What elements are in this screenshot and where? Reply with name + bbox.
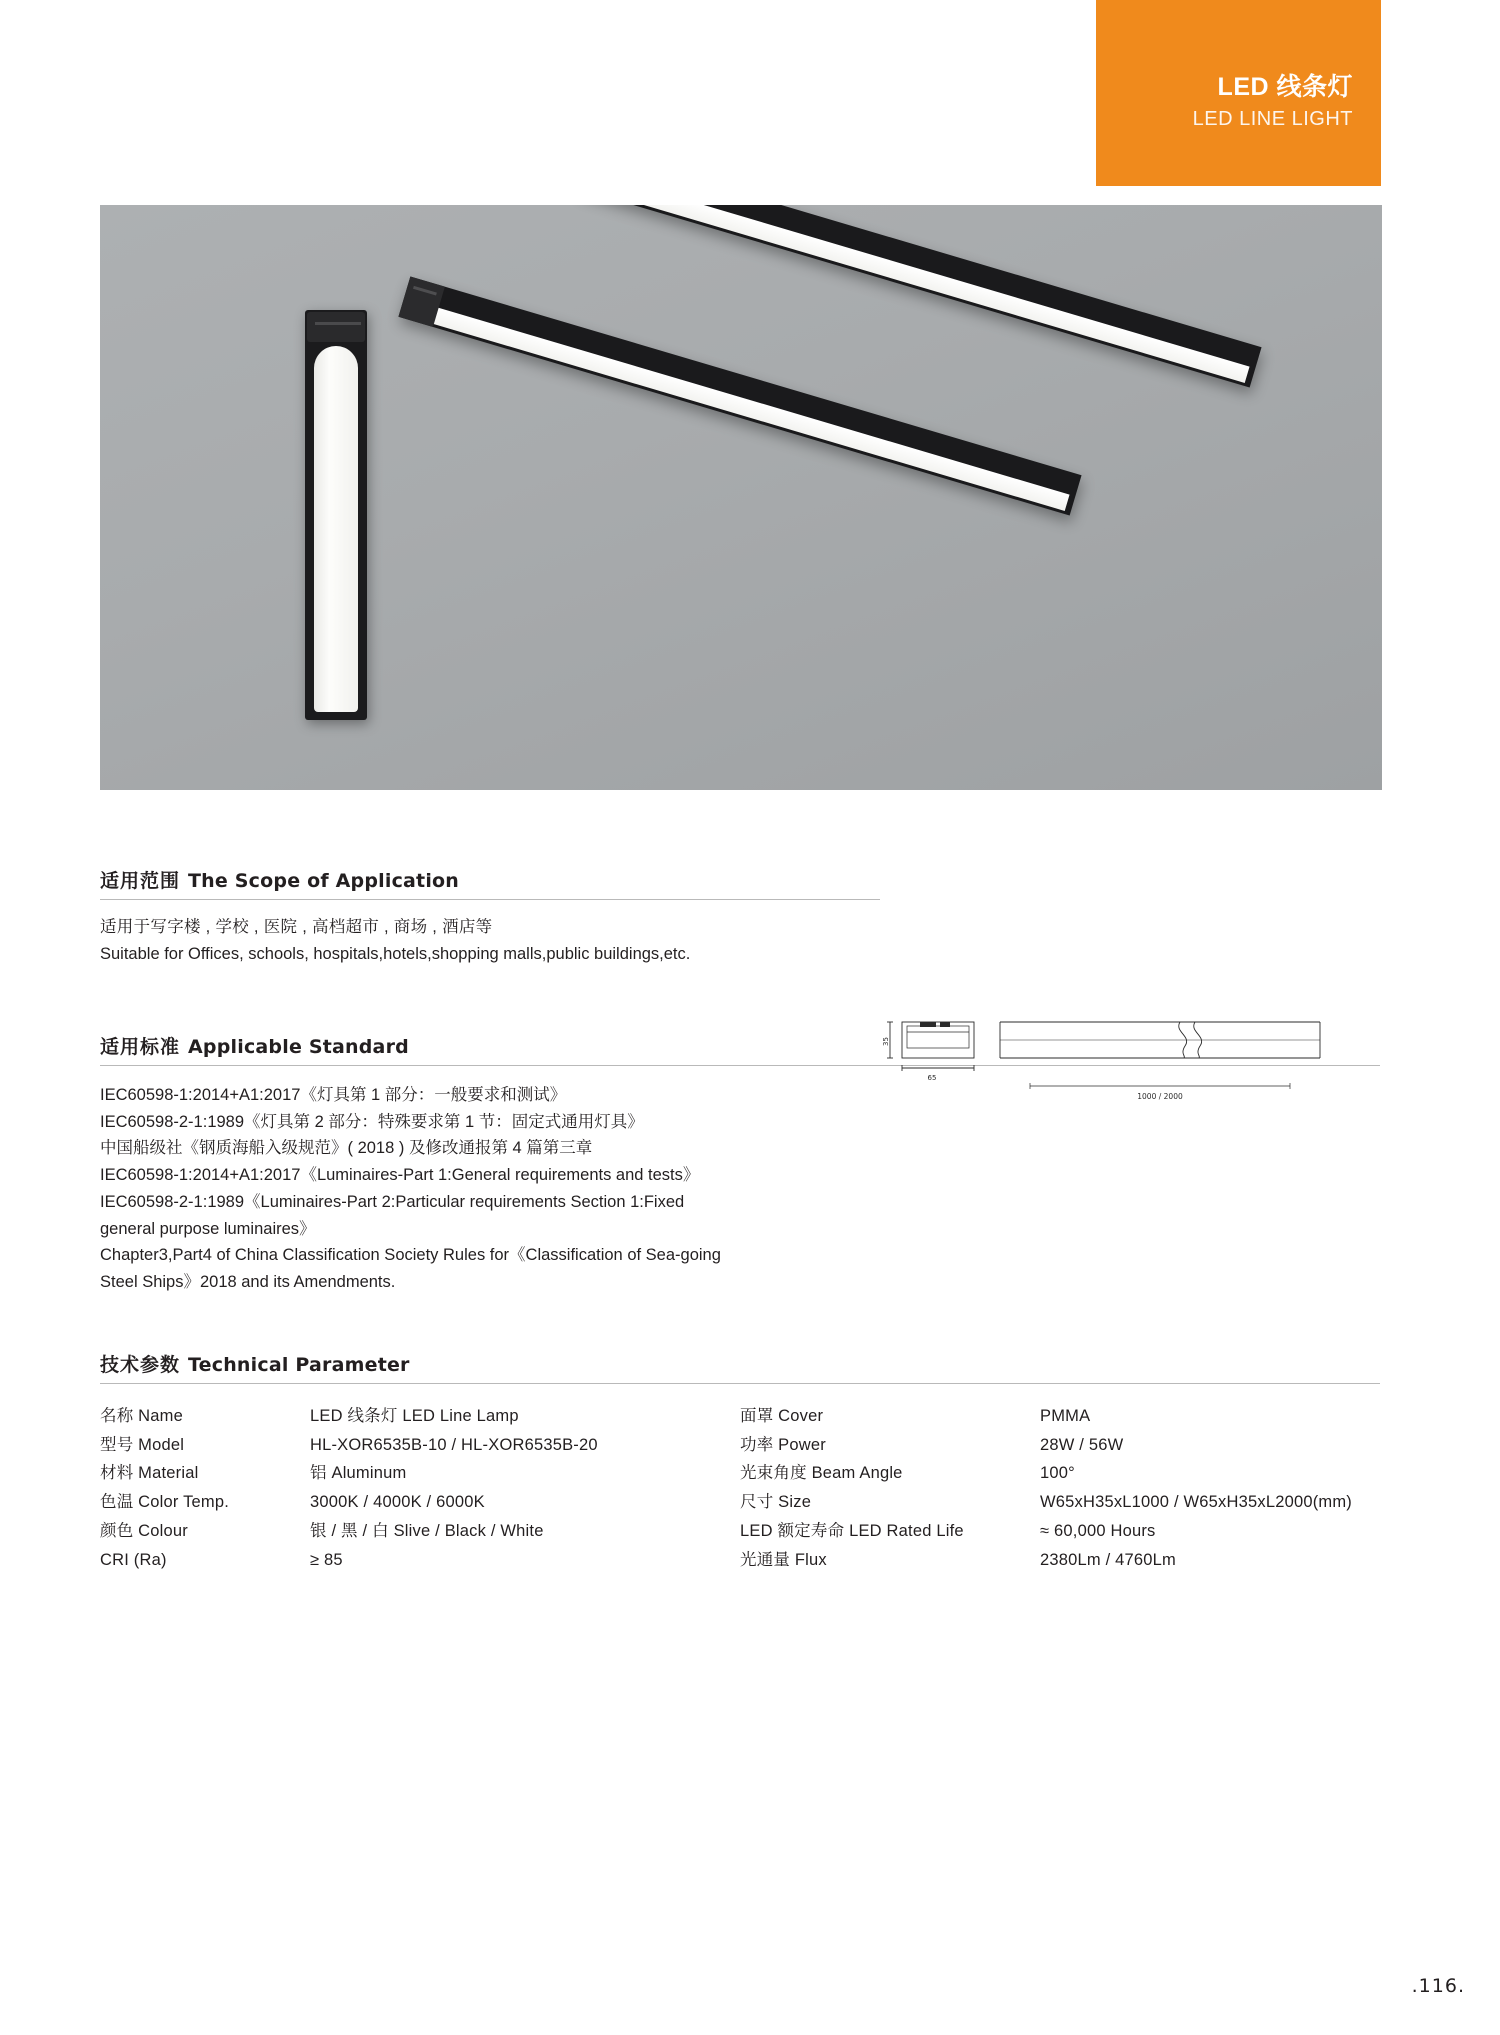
tech-value: 100° [1040,1464,1075,1483]
drawing-width-label: 65 [927,1074,937,1082]
product-hero-image [100,205,1382,790]
tech-key: 尺寸 Size [740,1493,812,1512]
product-lamp-diagonal-bottom [398,276,1081,515]
tech-row [740,1402,1380,1431]
scope-heading-en: The Scope of Application [188,870,460,892]
tech-value: 铝 Aluminum [310,1464,407,1483]
tech-row [740,1431,1380,1460]
tech-row [740,1459,1380,1488]
lamp-end-cap-detail [413,286,437,296]
section-technical-parameter [100,1350,1380,1574]
scope-body [100,914,880,967]
scope-line-cn: 适用于写字楼 , 学校 , 医院 , 高档超市 , 商场 , 酒店等 [100,918,493,936]
scope-heading-cn: 适用范围 [100,871,181,892]
tech-row [740,1488,1380,1517]
product-lamp-vertical [305,310,367,720]
tech-value: LED 线条灯 LED Line Lamp [310,1407,519,1425]
lamp-end-cap-detail [315,322,361,325]
tech-row [100,1431,740,1460]
tech-row [740,1517,1380,1546]
drawing-height-label: 35 [882,1037,890,1046]
tech-value: 3000K / 4000K / 6000K [310,1493,485,1512]
header-title-cn: LED 线条灯 [1217,73,1353,101]
page-number: .116. [1411,1975,1465,1997]
lamp-diffuser [432,307,1070,511]
tech-key: CRI (Ra) [100,1550,167,1569]
tech-row [100,1402,740,1431]
tech-value: ≥ 85 [310,1550,343,1569]
tech-key: 名称 Name [100,1407,183,1425]
drawing-length-label: 1000 / 2000 [1137,1092,1183,1101]
tech-value: 28W / 56W [1040,1435,1124,1454]
tech-key: 光束角度 Beam Angle [740,1464,903,1483]
tech-row [100,1517,740,1546]
tech-column-right [740,1402,1380,1574]
page-header-tab [1096,0,1381,186]
technical-drawing [880,1000,1380,1140]
lamp-diffuser [314,346,358,712]
standard-line: IEC60598-2-1:1989《Luminaires-Part 2:Particular requirements Section 1:Fixed [100,1192,685,1211]
standard-heading-cn: 适用标准 [100,1037,181,1058]
standard-line: 中国船级社《钢质海船入级规范》( 2018 ) 及修改通报第 4 篇第三章 [100,1139,593,1158]
tech-key: 型号 Model [100,1435,185,1454]
tech-value: HL-XOR6535B-10 / HL-XOR6535B-20 [310,1435,598,1454]
tech-heading-cn: 技术参数 [100,1355,181,1376]
tech-value: 2380Lm / 4760Lm [1040,1550,1177,1569]
standard-line: general purpose luminaires》 [100,1219,316,1238]
tech-row [740,1546,1380,1575]
section-scope-of-application [100,866,880,967]
scope-heading [100,866,880,900]
tech-row [100,1488,740,1517]
tech-column-left [100,1402,740,1574]
scope-line-en: Suitable for Offices, schools, hospitals,hotels,shopping malls,public buildings,etc. [100,944,691,963]
header-title-en: LED LINE LIGHT [1192,108,1353,131]
tech-value: PMMA [1040,1407,1091,1425]
tech-key: LED 额定寿命 LED Rated Life [740,1521,964,1540]
tech-table [100,1402,1380,1574]
lamp-end-cap [307,312,365,342]
tech-row [100,1459,740,1488]
standard-line: Steel Ships》2018 and its Amendments. [100,1273,396,1292]
tech-key: 色温 Color Temp. [100,1493,230,1512]
standard-heading-en: Applicable Standard [188,1036,409,1058]
standard-line: IEC60598-2-1:1989《灯具第 2 部分：特殊要求第 1 节：固定式通用灯具》 [100,1112,644,1131]
tech-key: 颜色 Colour [100,1521,188,1540]
tech-value: 银 / 黑 / 白 Slive / Black / White [310,1521,544,1540]
tech-key: 材料 Material [100,1464,199,1483]
tech-value: ≈ 60,000 Hours [1040,1521,1156,1540]
standard-line: IEC60598-1:2014+A1:2017《Luminaires-Part 1:General requirements and tests》 [100,1166,700,1185]
tech-heading-en: Technical Parameter [188,1354,410,1376]
lamp-diffuser [612,205,1250,383]
tech-heading [100,1350,1380,1384]
tech-key: 功率 Power [740,1435,826,1454]
tech-row [100,1546,740,1575]
standard-line: IEC60598-1:2014+A1:2017《灯具第 1 部分：一般要求和测试》 [100,1086,567,1104]
tech-key: 面罩 Cover [740,1407,824,1425]
standard-line: Chapter3,Part4 of China Classification Society Rules for《Classification of Sea-going [100,1246,721,1265]
tech-key: 光通量 Flux [740,1550,827,1569]
tech-value: W65xH35xL1000 / W65xH35xL2000(mm) [1040,1493,1352,1512]
